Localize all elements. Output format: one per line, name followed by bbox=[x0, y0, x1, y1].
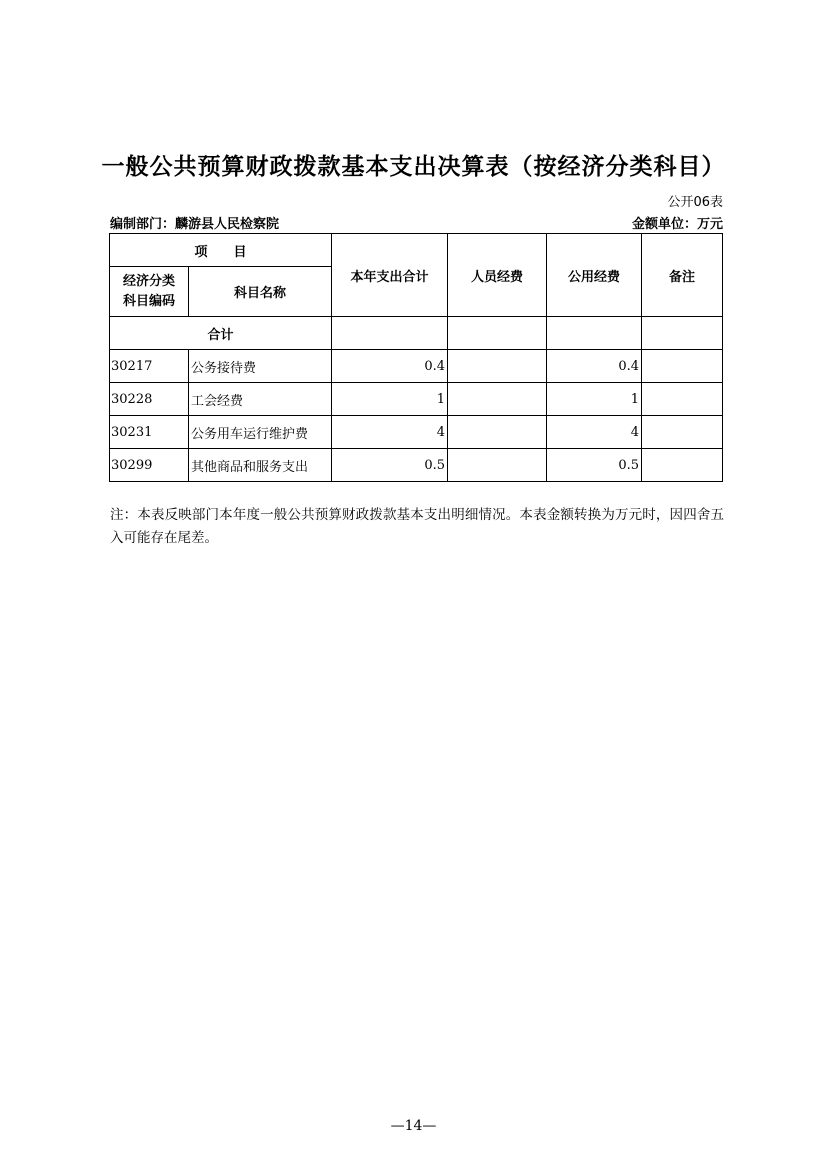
row-total: 1 bbox=[332, 383, 448, 416]
table-row bbox=[110, 416, 723, 449]
row-total: 0.5 bbox=[332, 449, 448, 482]
row-remark bbox=[642, 350, 723, 383]
header-remark: 备注 bbox=[642, 234, 723, 317]
department-label: 编制部门：麟游县人民检察院 bbox=[110, 217, 280, 232]
row-personnel bbox=[448, 416, 547, 449]
total-label: 合计 bbox=[110, 317, 332, 350]
row-public: 4 bbox=[547, 416, 642, 449]
header-econ-code bbox=[110, 267, 189, 317]
total-row-public bbox=[547, 317, 642, 350]
table-row bbox=[110, 350, 723, 383]
row-personnel bbox=[448, 449, 547, 482]
header-personnel: 人员经费 bbox=[448, 234, 547, 317]
row-code: 30231 bbox=[110, 416, 189, 449]
header-public: 公用经费 bbox=[547, 234, 642, 317]
row-remark bbox=[642, 416, 723, 449]
header-total: 本年支出合计 bbox=[332, 234, 448, 317]
row-total: 4 bbox=[332, 416, 448, 449]
meta-row bbox=[110, 213, 723, 232]
footnote: 注：本表反映部门本年度一般公共预算财政拨款基本支出明细情况。本表金额转换为万元时，因四舍五入可能存在尾差。 bbox=[110, 507, 724, 546]
header-econ-code-text: 经济分类 科目编码 bbox=[122, 273, 175, 309]
expenditure-table bbox=[109, 233, 723, 482]
page-number: —14— bbox=[390, 1118, 437, 1134]
row-personnel bbox=[448, 350, 547, 383]
row-name: 公务接待费 bbox=[189, 350, 332, 383]
row-total: 0.4 bbox=[332, 350, 448, 383]
row-code: 30217 bbox=[110, 350, 189, 383]
total-row bbox=[110, 317, 723, 350]
row-code: 30228 bbox=[110, 383, 189, 416]
row-remark bbox=[642, 383, 723, 416]
row-public: 0.5 bbox=[547, 449, 642, 482]
row-remark bbox=[642, 449, 723, 482]
row-code: 30299 bbox=[110, 449, 189, 482]
row-name: 工会经费 bbox=[189, 383, 332, 416]
header-subject-name: 科目名称 bbox=[189, 267, 332, 317]
unit-label: 金额单位：万元 bbox=[631, 217, 723, 232]
total-row-personnel bbox=[448, 317, 547, 350]
table-row bbox=[110, 383, 723, 416]
table-header-row-1 bbox=[110, 234, 723, 267]
page-title: 一般公共预算财政拨款基本支出决算表（按经济分类科目） bbox=[101, 153, 726, 180]
row-personnel bbox=[448, 383, 547, 416]
total-row-total bbox=[332, 317, 448, 350]
row-name: 公务用车运行维护费 bbox=[189, 416, 332, 449]
header-item-group: 项 目 bbox=[110, 234, 332, 267]
row-name: 其他商品和服务支出 bbox=[189, 449, 332, 482]
row-public: 1 bbox=[547, 383, 642, 416]
row-public: 0.4 bbox=[547, 350, 642, 383]
table-code: 公开06表 bbox=[667, 195, 723, 210]
table-row bbox=[110, 449, 723, 482]
total-row-remark bbox=[642, 317, 723, 350]
